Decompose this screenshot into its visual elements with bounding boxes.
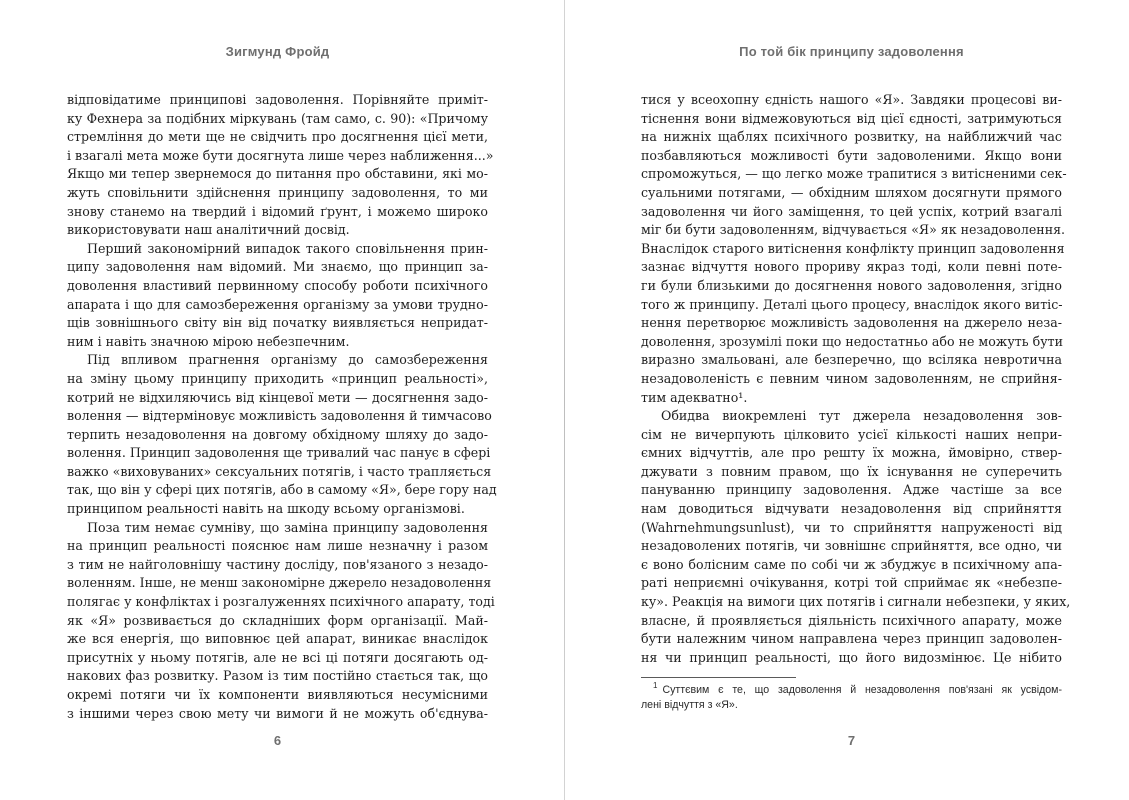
text-line: ня чи принцип реальності, що його видозмінює. Це нібито xyxy=(641,649,1062,665)
text-line: ємних відчуттів, але про решту їх можна, ймовірно, ствер- xyxy=(641,445,1062,461)
text-line: використовувати наш аналітичний досвід. xyxy=(67,222,350,238)
footnote-rule xyxy=(641,677,796,678)
text-line: нення перетворює можливість задоволення на джерело неза- xyxy=(641,315,1062,331)
text-line: (Wahrnehmungsunlust), чи то сприйняття напруженості від xyxy=(641,519,1062,535)
text-line: бути належним чином направлена через принцип задоволен- xyxy=(641,631,1062,647)
right-running-head: По той бік принципу задоволення xyxy=(739,44,964,59)
text-line: ку». Реакція на вимоги цих потягів і сигнали небезпеки, у яких, xyxy=(641,594,1071,610)
text-line: ним і навіть значною мірою небезпечним. xyxy=(67,333,350,349)
text-line: з іншими через свою мету чи вимоги й не можуть об'єднува- xyxy=(67,705,488,721)
text-line: ги були близькими до досягнення нового задоволення, згідно xyxy=(641,277,1062,293)
text-line: тися у всеохопну єдність нашого «Я». Завдяки процесові ви- xyxy=(641,92,1062,107)
footnote-mark: 1 xyxy=(653,681,658,691)
left-page xyxy=(67,0,497,800)
text-line: міг би бути задоволенням, відчувається «Я» як незадоволення. xyxy=(641,222,1066,238)
text-line: жуть сповільнити здійснення принципу задоволення, то ми xyxy=(67,184,488,200)
text-line: волення — відтерміновує можливість задоволення й тимчасово xyxy=(67,408,492,424)
footnote-line xyxy=(641,683,1062,698)
text-line: з тим не найголовнішу частину досліду, пов'язаного з незадо- xyxy=(67,556,488,572)
text-line: відповідатиме принципові задоволення. Порівняйте приміт- xyxy=(67,92,488,107)
right-body-text xyxy=(641,91,1071,667)
text-line: терпить незадоволення на довгому обхідному шляху до задо- xyxy=(67,426,488,442)
text-line: раті неприємні очікування, котрі той сприймає як «небезпе- xyxy=(641,575,1062,591)
footnote xyxy=(641,683,1062,712)
text-line: як «Я» розвивається до складніших форм організації. Май- xyxy=(67,612,488,628)
text-line: на нижніх щаблях психічного розвитку, на найближчий час xyxy=(641,129,1062,145)
left-body-text xyxy=(67,91,497,723)
footnote-text: Суттєвим є те, що задоволення й незадоволення пов'язані як усвідом- xyxy=(662,684,1062,696)
left-running-head: Зигмунд Фройд xyxy=(225,44,330,59)
text-line: полягає у конфліктах і розгалуженнях психічного апарату, тоді xyxy=(67,594,495,610)
text-line: ципу задоволення нам відомий. Ми знаємо, що принцип за- xyxy=(67,259,488,275)
text-line: принципом реальності навіть на шкоду всьому організмові. xyxy=(67,501,465,517)
footnote-line: лені відчуття з «Я». xyxy=(641,698,738,711)
text-line: стремління до мети ще не свідчить про досягнення цієї мети, xyxy=(67,129,488,145)
text-line: важко «виховуваних» сексуальних потягів, і часто трапляється xyxy=(67,463,492,479)
text-line: присутніх у ньому потягів, але не всі ці потяги досягають од- xyxy=(67,649,488,665)
text-line: тіснення вони відмежовуються від цієї єдності, затримуються xyxy=(641,110,1062,126)
text-line: суальними потягами, — обхідним шляхом досягнути прямого xyxy=(641,184,1062,200)
text-line: окремі потяги чи їх компоненти виявляються несумісними xyxy=(67,687,488,702)
text-line: Внаслідок старого витіснення конфлікту принцип задоволення xyxy=(641,240,1065,256)
text-line: ку Фехнера за подібних міркувань (там само, с. 90): «Причому xyxy=(67,110,488,126)
text-line: Перший закономірний випадок такого сповільнення прин- xyxy=(87,240,488,256)
text-line: апарата і що для самозбереження організму за умови трудно- xyxy=(67,296,488,312)
text-line: накових фаз розвитку. Разом із тим постійно стається так, що xyxy=(67,668,488,684)
text-line: того ж принципу. Деталі цього процесу, внаслідок якого витіс- xyxy=(641,296,1063,312)
text-line: джувати з повним правом, що їх існування не суперечить xyxy=(641,463,1062,479)
text-line: є воно болісним саме по собі чи ж збуджує в психічному апа- xyxy=(641,556,1062,572)
text-line: позбавляються можливості бути задоволеними. Якщо вони xyxy=(641,147,1062,163)
text-line: воленням. Інше, не менш закономірне джерело незадоволення xyxy=(67,575,492,591)
text-line: виразно змальовані, але безперечно, що всіляка невротична xyxy=(641,352,1062,368)
text-line: пануванню принципу задоволення. Адже частіше за все xyxy=(641,482,1062,498)
text-line: на зміну цьому принципу приходить «принцип реальності», xyxy=(67,370,488,386)
text-line: Поза тим немає сумніву, що заміна принципу задоволення xyxy=(87,519,488,535)
right-page xyxy=(641,0,1071,800)
text-line: доволення властивий первинному способу роботи психічного xyxy=(67,277,488,293)
text-line: Якщо ми тепер звернемося до питання про обставини, які мо- xyxy=(67,166,488,182)
text-line: на принцип реальності пояснює нам лише незначну і разом xyxy=(67,538,488,554)
text-line: спроможуться, — що легко може трапитися з витісненими сек- xyxy=(641,166,1067,182)
text-line: і взагалі мета може бути досягнута лише через наближення...» xyxy=(67,147,494,163)
text-line: же вся енергія, що виповнює цей апарат, виникає внаслідок xyxy=(67,631,488,647)
text-line: так, що він у сфері цих потягів, або в самому «Я», бере гору над xyxy=(67,482,497,498)
right-page-number: 7 xyxy=(847,733,856,748)
text-line: незадоволених потягів, чи зовнішнє сприйняття, все одно, чи xyxy=(641,538,1062,554)
text-line: котрий не відхиляючись від кінцевої мети — досягнення задо- xyxy=(67,389,488,405)
text-line: нам доводиться відчувати незадоволення від сприйняття xyxy=(641,501,1062,517)
page-gutter xyxy=(564,0,565,800)
text-line: волення. Принцип задоволення ще тривалий час панує в сфері xyxy=(67,445,491,461)
text-line: власне, й проявляється діяльність психічного апарату, може xyxy=(641,612,1062,628)
left-page-number: 6 xyxy=(273,733,282,748)
text-line: Обидва виокремлені тут джерела незадоволення зов- xyxy=(661,408,1062,424)
text-line: щів зовнішнього світу він від початку виявляється непридат- xyxy=(67,315,488,331)
text-line: задоволення чи його заміщення, то цей успіх, котрий взагалі xyxy=(641,203,1062,219)
text-line: доволення, зрозумілі поки що недостатньо або не можуть бути xyxy=(641,333,1063,349)
text-line: тим адекватно¹. xyxy=(641,389,748,405)
text-line: Під впливом прагнення організму до самозбереження xyxy=(87,352,488,368)
text-line: незадоволеність є певним чином задоволенням, не сприйня- xyxy=(641,370,1062,386)
text-line: сім не вичерпують цілковито усієї кількості наших непри- xyxy=(641,426,1062,442)
text-line: зазнає відчуття нового прориву якраз тоді, коли певні поте- xyxy=(641,259,1062,275)
text-line: знову станемо на твердий і відомий ґрунт, і можемо широко xyxy=(67,203,488,219)
